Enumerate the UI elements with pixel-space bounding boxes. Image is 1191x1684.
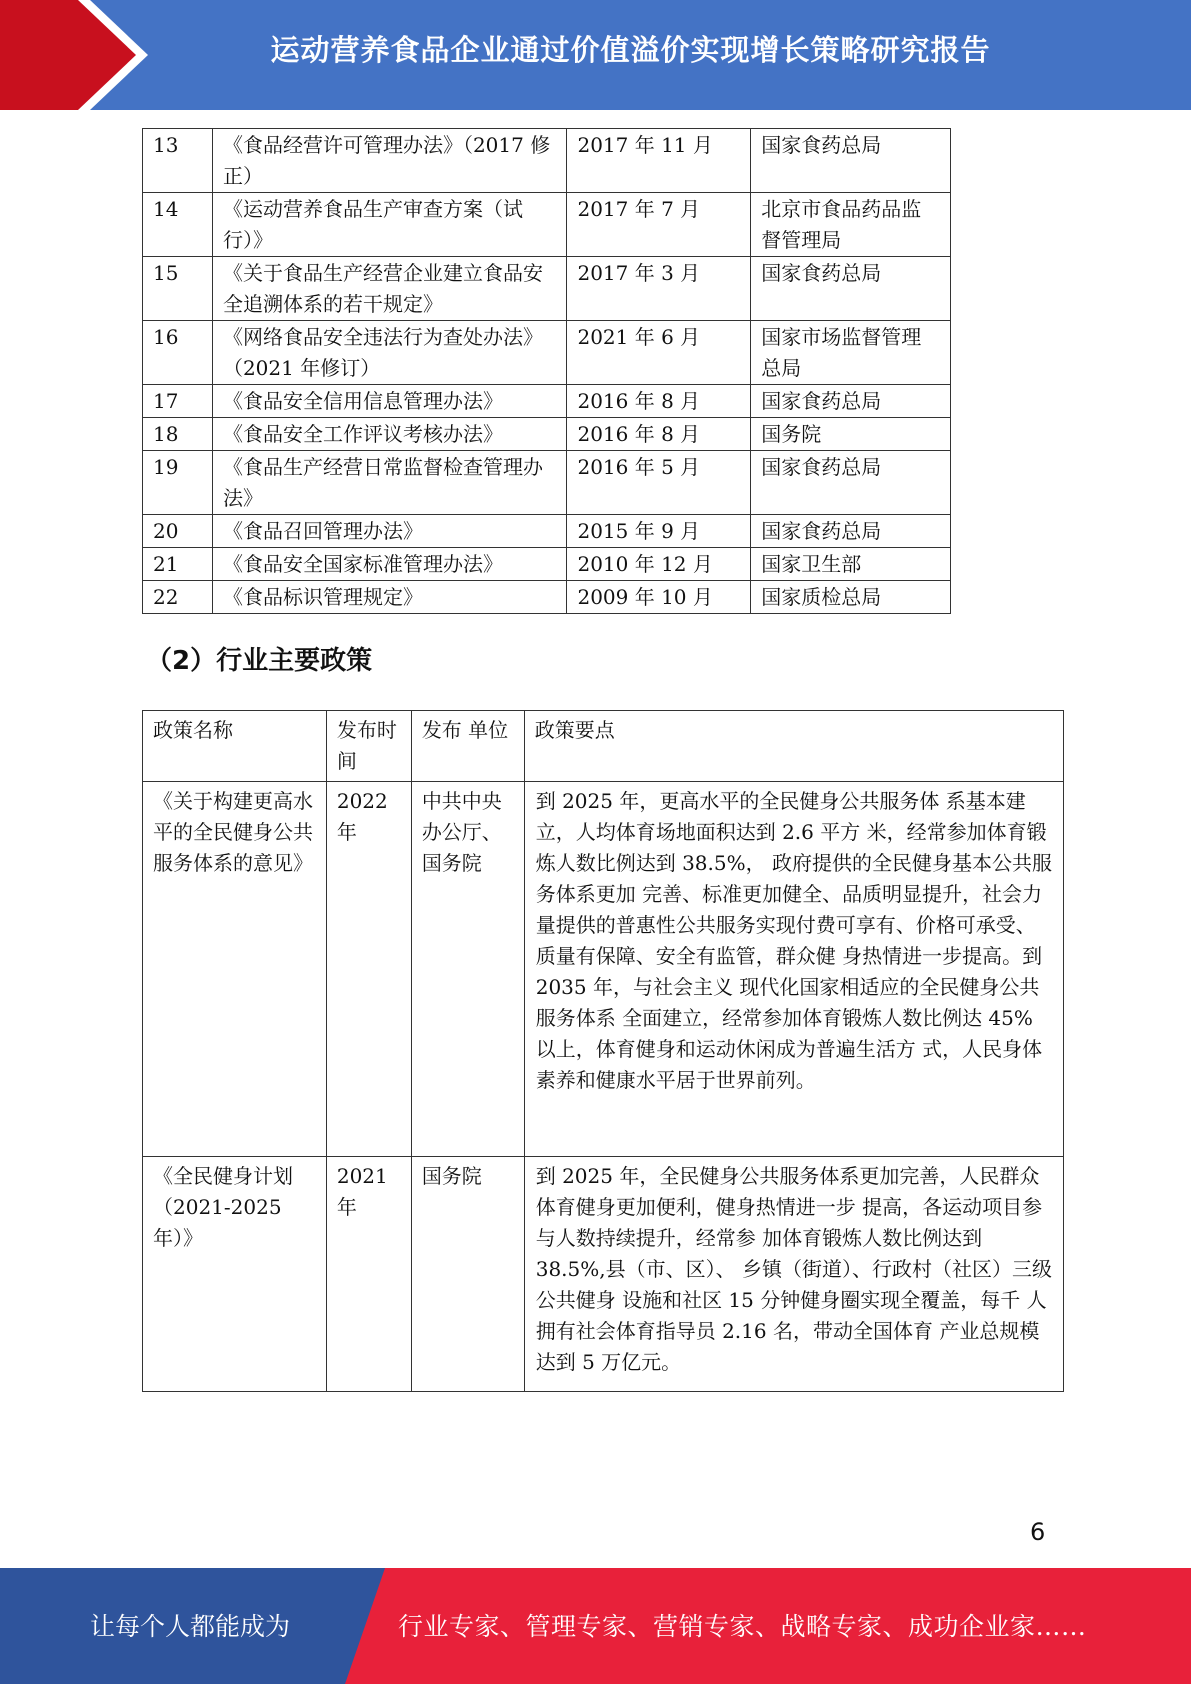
policy-table bbox=[142, 710, 1064, 1392]
regulation-issuer: 北京市食品药品监督管理局 bbox=[751, 193, 951, 257]
regulation-issuer: 国家食药总局 bbox=[751, 451, 951, 515]
regulation-name: 《运动营养食品生产审查方案（试行）》 bbox=[212, 193, 567, 257]
report-header bbox=[0, 0, 1191, 110]
policy-table-header-row bbox=[143, 711, 1064, 782]
header-publish-unit: 发布 单位 bbox=[411, 711, 524, 782]
regulation-name: 《食品召回管理办法》 bbox=[212, 515, 567, 548]
regulation-name: 《食品标识管理规定》 bbox=[212, 581, 567, 614]
regulation-row bbox=[143, 515, 951, 548]
policy-unit: 国务院 bbox=[411, 1157, 524, 1392]
regulation-number: 14 bbox=[143, 193, 213, 257]
regulation-date: 2017 年 7 月 bbox=[567, 193, 751, 257]
regulation-issuer: 国家食药总局 bbox=[751, 129, 951, 193]
section-heading: （2）行业主要政策 bbox=[146, 646, 373, 676]
regulation-number: 19 bbox=[143, 451, 213, 515]
regulation-date: 2016 年 8 月 bbox=[567, 418, 751, 451]
regulation-row bbox=[143, 418, 951, 451]
policy-time: 2021 年 bbox=[326, 1157, 411, 1392]
policy-name: 《全民健身计划（2021-2025 年）》 bbox=[143, 1157, 327, 1392]
header-publish-time: 发布时间 bbox=[326, 711, 411, 782]
regulation-date: 2016 年 8 月 bbox=[567, 385, 751, 418]
regulation-row bbox=[143, 129, 951, 193]
policy-unit: 中共中央办公厅、国务院 bbox=[411, 782, 524, 1157]
footer-slogan-left: 让每个人都能成为 bbox=[89, 1612, 290, 1641]
regulation-number: 20 bbox=[143, 515, 213, 548]
regulation-issuer: 国家市场监督管理总局 bbox=[751, 321, 951, 385]
policy-points: 到 2025 年，更高水平的全民健身公共服务体 系基本建立，人均体育场地面积达到 2.6 平方 米，经常参加体育锻炼人数比例达到 38.5%， 政府提供的全民健身基本公共服务体系更加 完善、标准更加健全、品质明显提升，社会力 量提供的普惠性公共服务实现付费可享有、价格可承受、质量有保障、安全有监管，群众健 身热情进一步提高。到 2035 年，与社会主义 现代化国家相适应的全民健身公共服务体系 全面建立，经常参加体育锻炼人数比例达 45% 以上，体育健身和运动休闲成为普遍生活方 式，人民身体素养和健康水平居于世界前列。 bbox=[524, 782, 1063, 1157]
regulation-row bbox=[143, 548, 951, 581]
policy-points: 到 2025 年，全民健身公共服务体系更加完善，人民群众体育健身更加便利，健身热情进一步 提高，各运动项目参与人数持续提升，经常参 加体育锻炼人数比例达到 38.5%,县（市、区）、 乡镇（街道）、行政村（社区）三级公共健身 设施和社区 15 分钟健身圈实现全覆盖，每千 人拥有社会体育指导员 2.16 名，带动全国体育 产业总规模达到 5 万亿元。 bbox=[524, 1157, 1063, 1392]
policy-time: 2022 年 bbox=[326, 782, 411, 1157]
regulation-name: 《食品安全信用信息管理办法》 bbox=[212, 385, 567, 418]
policy-row bbox=[143, 782, 1064, 1157]
regulation-row bbox=[143, 257, 951, 321]
regulation-number: 15 bbox=[143, 257, 213, 321]
regulation-name: 《网络食品安全违法行为查处办法》 （2021 年修订） bbox=[212, 321, 567, 385]
regulation-date: 2009 年 10 月 bbox=[567, 581, 751, 614]
regulation-issuer: 国家食药总局 bbox=[751, 515, 951, 548]
regulation-row bbox=[143, 193, 951, 257]
regulation-name: 《食品经营许可管理办法》（2017 修正） bbox=[212, 129, 567, 193]
regulation-issuer: 国家质检总局 bbox=[751, 581, 951, 614]
regulation-date: 2010 年 12 月 bbox=[567, 548, 751, 581]
regulation-name: 《关于食品生产经营企业建立食品安全追溯体系的若干规定》 bbox=[212, 257, 567, 321]
regulation-name: 《食品安全工作评议考核办法》 bbox=[212, 418, 567, 451]
regulation-row bbox=[143, 451, 951, 515]
report-title: 运动营养食品企业通过价值溢价实现增长策略研究报告 bbox=[270, 33, 991, 67]
regulation-issuer: 国家卫生部 bbox=[751, 548, 951, 581]
regulation-date: 2015 年 9 月 bbox=[567, 515, 751, 548]
regulation-issuer: 国务院 bbox=[751, 418, 951, 451]
regulation-number: 18 bbox=[143, 418, 213, 451]
policy-name: 《关于构建更高水平的全民健身公共服务体系的意见》 bbox=[143, 782, 327, 1157]
regulation-issuer: 国家食药总局 bbox=[751, 385, 951, 418]
regulation-number: 21 bbox=[143, 548, 213, 581]
regulation-date: 2021 年 6 月 bbox=[567, 321, 751, 385]
regulation-number: 13 bbox=[143, 129, 213, 193]
regulation-date: 2017 年 11 月 bbox=[567, 129, 751, 193]
regulations-table bbox=[142, 128, 951, 614]
header-policy-points: 政策要点 bbox=[524, 711, 1063, 782]
header-policy-name: 政策名称 bbox=[143, 711, 327, 782]
regulation-date: 2016 年 5 月 bbox=[567, 451, 751, 515]
regulation-number: 16 bbox=[143, 321, 213, 385]
regulation-row bbox=[143, 385, 951, 418]
regulation-name: 《食品生产经营日常监督检查管理办法》 bbox=[212, 451, 567, 515]
regulation-date: 2017 年 3 月 bbox=[567, 257, 751, 321]
header-red-arrow-shape bbox=[0, 0, 150, 110]
regulation-row bbox=[143, 581, 951, 614]
regulation-number: 22 bbox=[143, 581, 213, 614]
regulation-number: 17 bbox=[143, 385, 213, 418]
policy-row bbox=[143, 1157, 1064, 1392]
regulation-issuer: 国家食药总局 bbox=[751, 257, 951, 321]
regulation-name: 《食品安全国家标准管理办法》 bbox=[212, 548, 567, 581]
footer-slogan-right: 行业专家、管理专家、营销专家、战略专家、成功企业家…… bbox=[398, 1612, 1087, 1641]
regulation-row bbox=[143, 321, 951, 385]
page-number: 6 bbox=[1030, 1518, 1046, 1546]
